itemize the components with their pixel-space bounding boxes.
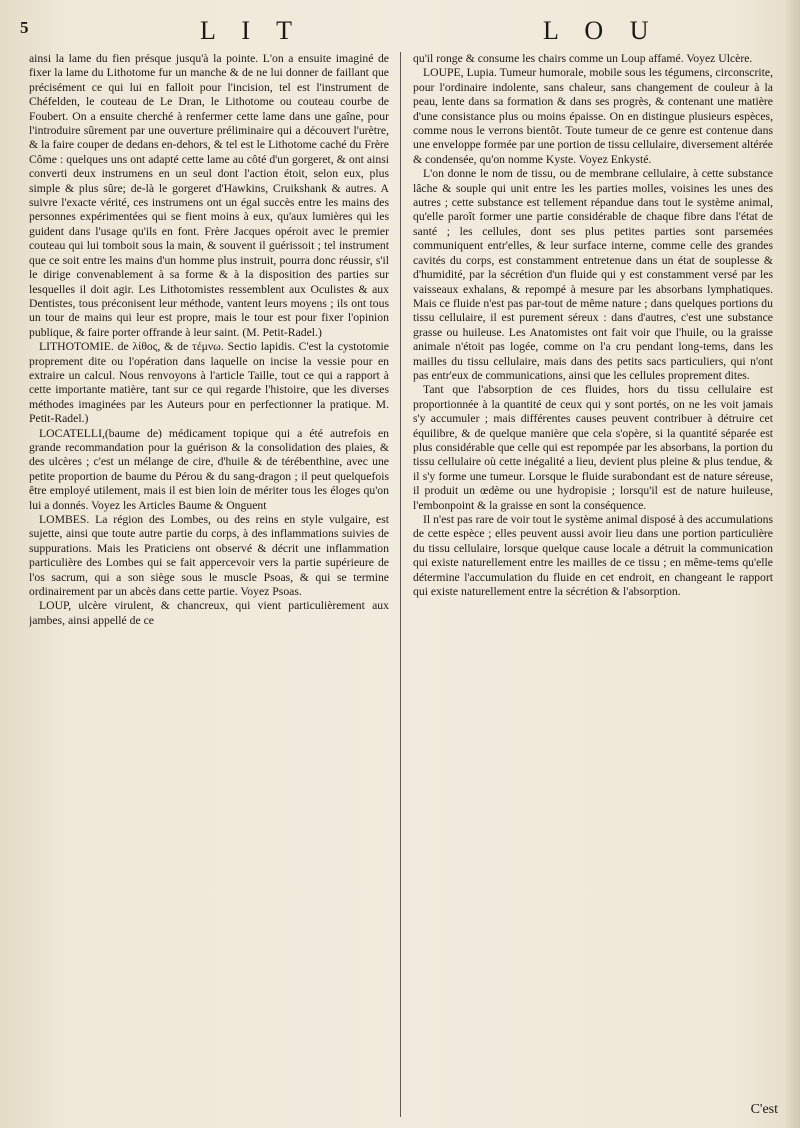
right-text-column (413, 52, 773, 1117)
entry-lombes: LOMBES. La région des Lombes, ou des reins en style vulgaire, est sujette, ainsi que toute autre partie du corps, à des inflammations suivies de suppurations. Mais les Praticiens ont observé & décrit une inflammation particulière des Lombes qui se fait appercevoir vers la partie supérieure de l'os sacrum, qui a son siège sous le muscle Psoas, & qui se termine ordinairement par un abcès dans cette partie. Voyez Psoas. (29, 513, 389, 599)
running-header (0, 12, 800, 48)
entry-lithotomie: LITHOTOMIE. de λίθος, & de τέμνω. Sectio lapidis. C'est la cystotomie proprement dite ou l'opération dans laquelle on incise la vessie pour en extraire un calcul. Nous renvoyons à l'article Taille, tout ce qui a rapport à cette importante matière, tant sur ce qui regarde l'histoire, que les diverses méthodes imaginées par les Auteurs pour en perfectionner la pratique. M. Petit-Radel.) (29, 340, 389, 426)
catchword: C'est (750, 1102, 778, 1117)
paragraph-accumulations: Il n'est pas rare de voir tout le système animal disposé à des accumulations de cette espèce ; elles peuvent aussi avoir lieu dans une portion particulière du tissu cellulaire, lorsque quelque cause locale a détruit la communication qui existe naturellement entre les mailles de ce tissu ; en même-tems qu'elle détermine l'accumulation du fluide en cet endroit, en changeant le rapport qui existe naturellement entre la sécrétion & l'absorption. (413, 513, 773, 599)
paragraph-loup-end: qu'il ronge & consume les chairs comme un Loup affamé. Voyez Ulcère. (413, 52, 753, 65)
page-number: 5 (20, 18, 30, 37)
paragraph-tissu-cellulaire: L'on donne le nom de tissu, ou de membrane cellulaire, à cette substance lâche & souple qui unit entre les les parties molles, voisines les unes des autres ; cette substance est tellement répandue dans tout le système animal, qu'elle paroît former une partie considérable de chaque fibre dans l'état de santé ; les cellules, dont ses plus petites parties sont parsemées communiquent entr'elles, & leur surface interne, comme celle des grandes cavités du corps, est constamment entretenue dans un état de souplesse & d'humidité, par la sécrétion d'un fluide qui y est constamment versé par les vaisseaux exhalans, & repompé à mesure par les absorbans lymphatiques. Mais ce fluide n'est pas par-tout de même nature ; dans quelques portions du tissu cellulaire, il est purement séreux : dans d'autres, c'est une substance grasse ou huileuse. Les Anatomistes ont fait voir que l'huile, ou la graisse animale n'étoit pas logée, comme on l'a cru pendant long-tems, dans les mailles du tissu cellulaire, mais dans des petits sacs particuliers, qui n'ont pas entr'eux de communications, ainsi que les cellules proprement dites. (413, 167, 773, 382)
left-text-column (29, 52, 389, 1117)
left-running-head: L I T (200, 16, 302, 45)
column-divider (400, 52, 401, 1117)
entry-loupe: LOUPE, Lupia. Tumeur humorale, mobile sous les tégumens, circonscrite, pour l'ordinaire indolente, sans chaleur, sans changement de couleur à la peau, lente dans sa formation & dans ses progrès, & contenant une matière d'une consistance plus ou moins épaisse. On en distingue plusieurs espèces, comme nous le verrons bientôt. Toute tumeur de ce genre est contenue dans une enveloppe formée par une portion de tissu cellulaire, diversement altérée & condensée, qu'on nomme Kyste. Voyez Enkysté. (413, 66, 773, 166)
page-edge-shadow (784, 0, 800, 1128)
right-running-head: L O U (543, 16, 659, 45)
entry-loup: LOUP, ulcère virulent, & chancreux, qui vient particulièrement aux jambes, ainsi appellé de ce (29, 599, 389, 627)
entry-locatelli: LOCATELLI,(baume de) médicament topique qui a été autrefois en grande recommandation pour la guérison & la consolidation des plaies, & des ulcères ; c'est un mélange de cire, d'huile & de térébenthine, avec une petite proportion de baume du Pérou & du sang-dragon ; il peut quelquefois être employé utilement, mais il est bien loin de mériter tous les éloges qu'on lui a donnés. Voyez les Articles Baume & Onguent (29, 426, 389, 512)
paragraph-lithotome-end: ainsi la lame du fien présque jusqu'à la pointe. L'on a ensuite imaginé de fixer la lame du Lithotome fur un manche & de ne lui donner de faillant que précisément ce qui lui en falloit pour l'incision, tel est l'instrument de Chéfelden, le couteau de Le Dran, le Lithotome ou couteau courbe de Foubert. On a ensuite cherché à renfermer cette lame dans une gaîne, pour l'introduire sûrement par une ouverture préliminaire qui a découvert l'urètre, & la faire couper de dedans en-dehors, & tel est le Lithotome caché du Frère Côme : quelques uns ont adapté cette lame au côté d'un gorgeret, & ont ainsi converti deux instrumens en un seul dont l'action étoit, selon eux, plus simple & plus sûre; de-là le gorgeret d'Hawkins, Cruikshank & autres. A suivre l'exacte vérité, ces instrumens ont un égal succès entre les mains des personnes expérimentées qui se fient moins à eux, qu'aux lumières qui les guident dans l'usage qu'ils en font. Frère Jacques opéroit avec le premier couteau qui lui tomboit sous la main, & souvent il guérissoit ; tel instrument que ce soit entre les mains d'un homme plus instruit, pourra donc réussir, s'il le dirige convenablement à sa forme & à la disposition des parties sur lesquelles il doit agir. Les Lithotomistes ressemblent aux Oculistes & aux Dentistes, tous préconisent leur méthode, vantent leurs moyens ; ils ont tous un tour de mains qui leur est propre, mais le tour est pour fixer l'opinion publique, & faire porter offrande à leur saint. (M. Petit-Radel.) (29, 52, 389, 339)
paragraph-absorption: Tant que l'absorption de ces fluides, hors du tissu cellulaire est proportionnée à la quantité de ceux qui y sont portés, on ne les voit jamais s'y accumuler ; mais différentes causes peuvent contribuer à détruire cet équilibre, & de quelque manière que cela s'opère, si la quantité séparée est plus considérable que celle qui est repompée par les absorbans, la portion du tissu cellulaire où cette inégalité a lieu, devient plus pleine & plus tendue, & il s'y forme une tumeur. Lorsque le fluide surabondant est de nature séreuse, il produit un œdème ou une hydropisie ; lorsqu'il est de nature huileuse, l'embonpoint & la graisse en sont la conséquence. (413, 383, 773, 512)
